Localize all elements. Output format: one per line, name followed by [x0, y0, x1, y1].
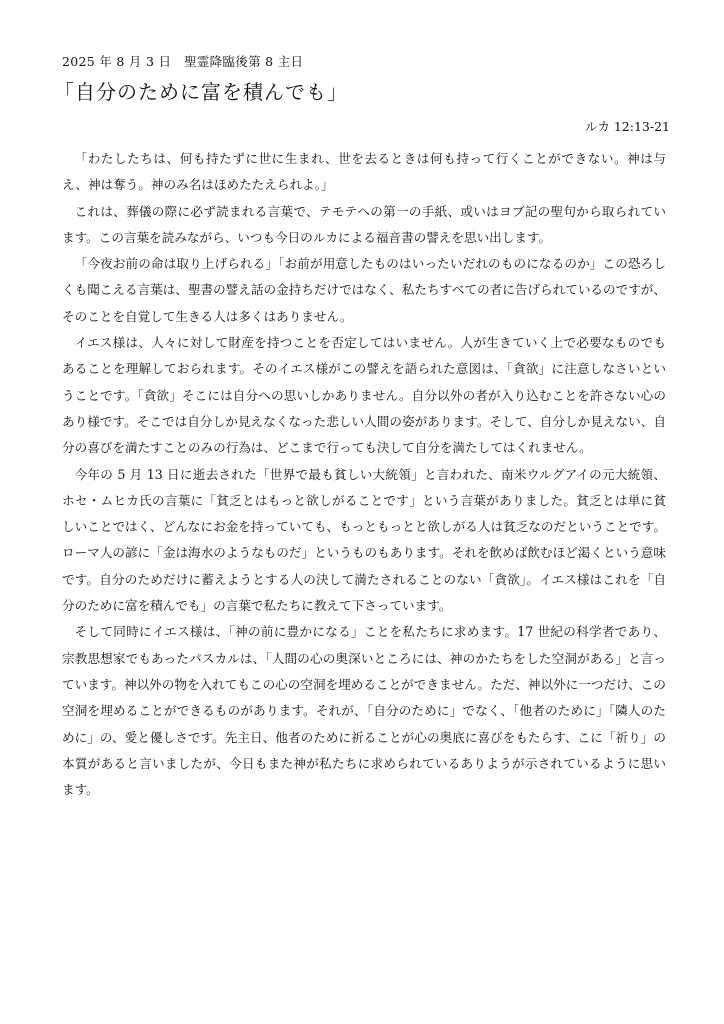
paragraph-2: これは、葬儀の際に必ず読まれる言葉で、テモテへの第一の手紙、或いはヨブ記の聖句から取られています。この言葉を読みながら、いつも今日のルカによる福音書の譬えを思い出します。: [62, 203, 666, 245]
sermon-title: 「自分のために富を積んでも」: [54, 80, 348, 104]
paragraph-6: そして同時にイエス様は、「神の前に豊かになる」ことを私たちに求めます。17 世紀の科学者であり、宗教思想家でもあったパスカルは、「人間の心の奥深いところには、神のかたちをした空洞がある」と言っています。神以外の物を入れてもこの心の空洞を埋めることができません。ただ、神以外に一つだけ、この空洞を埋めることができるものがあります。それが、「自分のために」でなく、「他者のために」「隣人のために」の、愛と優しさです。先主日、他者のために祈ることが心の奥底に喜びをもたらす、こに「祈り」の本質があると言いましたが、今日もまた神が私たちに求められているありようが示されているように思います。: [62, 624, 666, 798]
paragraph-4: イエス様は、人々に対して財産を持つことを否定してはいません。人が生きていく上で必要なものでもあることを理解しておられます。そのイエス様がこの譬えを語られた意図は、「貪欲」に注意しなさいということです。「貪欲」そこには自分への思いしかありません。自分以外の者が入り込むことを許さない心のあり様です。そこでは自分しか見えなくなった悲しい人間の姿があります。そして、自分しか見えない、自分の喜びを満たすことのみの行為は、どこまで行っても決して自分を満たしてはくれません。: [62, 335, 666, 456]
sermon-body: [62, 146, 666, 803]
paragraph-3: 「今夜お前の命は取り上げられる」「お前が用意したものはいったいだれのものになるのか」この恐ろしくも聞こえる言葉は、聖書の譬え話の金持ちだけではなく、私たちすべての者に告げられているのですが、そのことを自覚して生きる人は多くはありません。: [62, 256, 666, 324]
scripture-reference: ルカ 12:13-21: [584, 119, 670, 134]
paragraph-5: 今年の 5 月 13 日に逝去された「世界で最も貧しい大統領」と言われた、南米ウルグアイの元大統領、ホセ・ムヒカ氏の言葉に「貧乏とはもっと欲しがることです」という言葉がありました。貧乏とは単に貧しいことではく、どんなにお金を持っていても、もっともっとと欲しがる人は貧乏なのだということです。ローマ人の諺に「金は海水のようなものだ」というものもあります。それを飲めば飲むほど渇くという意味です。自分のためだけに蓄えようとする人の決して満たされることのない「貪欲」。イエス様はこれを「自分のために富を積んでも」の言葉で私たちに教えて下さっています。: [62, 466, 666, 614]
paragraph-1: 「わたしたちは、何も持たずに世に生まれ、世を去るときは何も持って行くことができない。神は与え、神は奪う。神のみ名はほめたたえられよ。」: [62, 151, 666, 193]
date-line: 2025 年 8 月 3 日 聖霊降臨後第 8 主日: [62, 54, 304, 69]
